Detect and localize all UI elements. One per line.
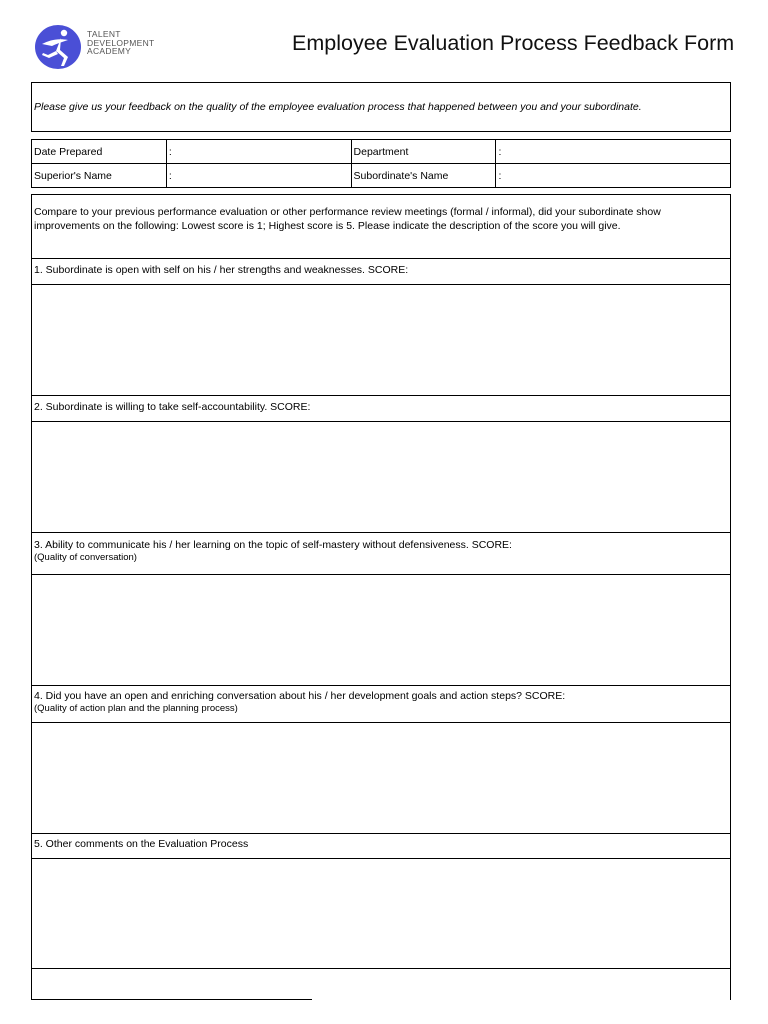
question-4-text: 4. Did you have an open and enriching conversation about his / her development goals and action steps? SCORE:	[34, 690, 566, 702]
divider	[32, 833, 730, 834]
bottom-rule	[31, 999, 312, 1000]
answer-area-2[interactable]	[32, 422, 730, 532]
department-field[interactable]: :	[496, 140, 731, 164]
question-3-text: 3. Ability to communicate his / her learning on the topic of self-mastery without defensiveness. SCORE:	[34, 539, 512, 551]
divider	[32, 968, 730, 969]
divider	[32, 685, 730, 686]
date-prepared-field[interactable]: :	[166, 140, 351, 164]
question-4-subtext: (Quality of action plan and the planning process)	[34, 703, 238, 714]
questions-section	[31, 194, 731, 1000]
answer-area-3[interactable]	[32, 575, 730, 685]
divider	[32, 395, 730, 396]
date-prepared-label: Date Prepared	[32, 140, 167, 164]
instructions-text: Compare to your previous performance evaluation or other performance review meetings (formal / informal), did your subordinate show improvements on the following: Lowest score is 1; Highest score is 5. Please indicate the description of the score you will give.	[34, 206, 661, 232]
question-4	[34, 690, 724, 715]
table-row	[32, 140, 731, 164]
superior-name-label: Superior's Name	[32, 164, 167, 188]
question-1: 1. Subordinate is open with self on his / her strengths and weaknesses. SCORE:	[34, 264, 409, 276]
superior-name-field[interactable]: :	[166, 164, 351, 188]
intro-box	[31, 82, 731, 132]
subordinate-name-label: Subordinate's Name	[351, 164, 496, 188]
subordinate-name-field[interactable]: :	[496, 164, 731, 188]
question-3	[34, 539, 724, 564]
logo-text: TALENT DEVELOPMENT ACADEMY	[87, 29, 155, 56]
answer-area-5[interactable]	[32, 859, 730, 969]
intro-text: Please give us your feedback on the quality of the employee evaluation process that happened between you and your subordinate.	[34, 101, 642, 113]
question-5: 5. Other comments on the Evaluation Process	[34, 838, 249, 850]
divider	[32, 532, 730, 533]
answer-area-4[interactable]	[32, 723, 730, 833]
info-table	[31, 139, 731, 188]
runner-icon	[34, 24, 82, 70]
form-title: Employee Evaluation Process Feedback Form	[292, 31, 735, 55]
question-3-subtext: (Quality of conversation)	[34, 552, 137, 563]
question-2: 2. Subordinate is willing to take self-accountability. SCORE:	[34, 401, 311, 413]
answer-area-1[interactable]	[32, 285, 730, 395]
department-label: Department	[351, 140, 496, 164]
table-row	[32, 164, 731, 188]
academy-logo	[34, 24, 174, 70]
divider	[32, 258, 730, 259]
